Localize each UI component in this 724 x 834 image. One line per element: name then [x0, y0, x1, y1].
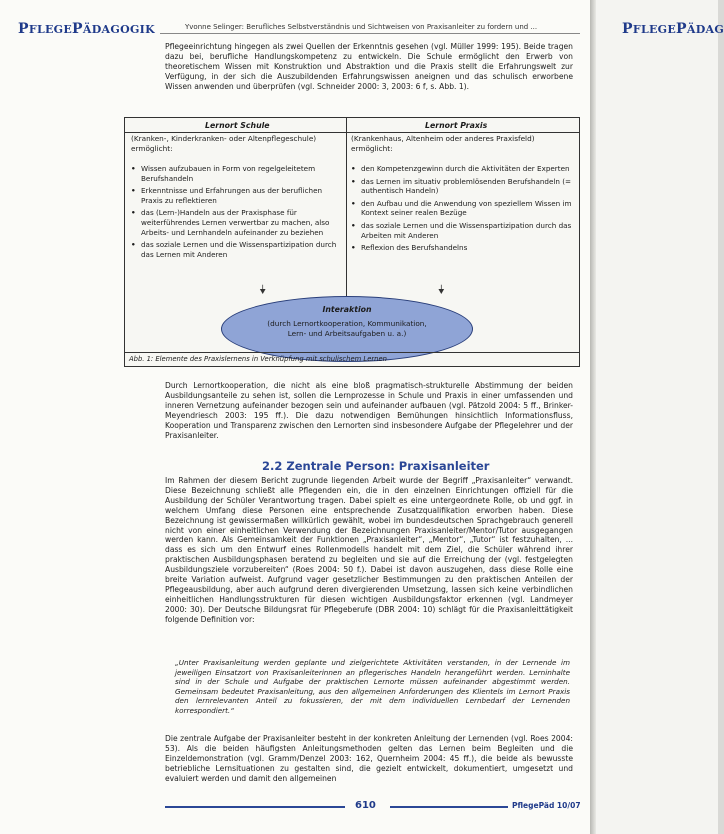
interaction-text: (durch Lernortkooperation, Kommunikation, Lern- und Arbeitsaufgaben u. a.) [267, 319, 427, 338]
interaction-arrows [127, 284, 577, 294]
header-rule [160, 33, 580, 34]
footer-rule-right [390, 806, 508, 808]
page-number: 610 [351, 800, 380, 811]
facing-page [596, 0, 724, 834]
intro-paragraph: Pflegeeinrichtung hingegen als zwei Quellen der Erkenntnis gesehen (vgl. Müller 1999: 195). Beide tragen dazu bei, berufliche Handlungskompetenz zu entwickeln. Die Schule ermöglicht den Erwerb von theoretischem Wissen mit Konstruktion und Abstraktion und die Praxis stellt die Erfahrungswelt zur Verfügung, in der sich die Auszubildenden Erfahrungswissen aneignen und das schulisch erworbene Wissen anwenden und überprüfen (vgl. Schneider 2000: 3, 2003: 6 f, s. Abb. 1). [165, 42, 573, 91]
interaction-title: Interaktion [322, 305, 372, 314]
running-title: Yvonne Selinger: Berufliches Selbstverständnis und Sichtweisen von Praxisanleiter zu fordern und ... [185, 23, 538, 31]
lernort-schule-subtitle: (Kranken-, Kinderkranken- oder Altenpflegeschule) ermöglicht: [131, 134, 317, 153]
caption-rule [125, 352, 579, 353]
list-item: • das soziale Lernen und die Wissenspartizipation durch das Lernen mit Anderen [131, 240, 341, 259]
definition-quote: „Unter Praxisanleitung werden geplante und zielgerichtete Aktivitäten verstanden, in der Lernende im jeweiligen Einsatzort von Praxisanleiterinnen an pflegerisches Handeln herangeführt werden. Lerninhalte sind in der Schule und Aufgabe der praktischen Lernorte müssen aufeinander abgestimmt werden. Gemeinsam bedeutet Praxisanleitung, aus den allgemeinen Anforderungen des Klientels im Lernort Praxis den lernrelevanten Anteil zu fokussieren, der mit dem individuellen Lernbedarf der Lernenden korrespondiert.“ [175, 658, 570, 715]
list-item: • den Kompetenzgewinn durch die Aktivitäten der Experten [351, 164, 573, 174]
lernort-schule-title: Lernort Schule [205, 121, 270, 130]
journal-issue: PflegePäd 10/07 [512, 801, 581, 810]
list-item: • den Aufbau und die Anwendung von speziellem Wissen im Kontext seiner realen Bezüge [351, 199, 573, 218]
lernort-praxis-subtitle: (Krankenhaus, Altenheim oder anderes Praxisfeld) ermöglicht: [351, 134, 535, 153]
figure-lernorte [124, 117, 580, 367]
list-item: • Erkenntnisse und Erfahrungen aus der beruflichen Praxis zu reflektieren [131, 186, 341, 205]
figure-header-divider [125, 132, 579, 133]
list-item: • das Lernen im situativ problemlösenden Berufshandeln (= authentisch Handeln) [351, 177, 573, 196]
list-item: • das (Lern-)Handeln aus der Praxisphase für weiterführendes Lernen verwertbar zu machen, also Arbeits- und Lernhandeln aufeinander zu beziehen [131, 208, 341, 237]
journal-logo-facing: PFLEGEPÄDAG [622, 21, 724, 37]
list-item: • Wissen aufzubauen in Form von regelgeleitetem Berufshandeln [131, 164, 341, 183]
section-paragraph: Im Rahmen der diesem Bericht zugrunde liegenden Arbeit wurde der Begriff „Praxisanleiter“ verwandt. Diese Bezeichnung schließt alle Pflegenden ein, die in den einzelnen Einrichtungen offiziell für die Ausbildung der Schüler Verantwortung tragen. Dabei spielt es eine untergeordnete Rolle, ob und ggf. in welchem Umfang diese Personen eine entsprechende Zusatzqualifikation erworben haben. Diese Bezeichnung ist gewissermaßen willkürlich gewählt, wobei im bundesdeutschen Sprachgebrauch generell nicht von einer einheitlichen Verwendung der Bezeichnungen Praxisanleiter/Mentor/Tutor ausgegangen werden kann. Als Gemeinsamkeit der Funktionen „Praxisanleiter“, „Mentor“, „Tutor“ ist festzuhalten, ... dass es sich um den Entwurf eines Rollenmodells handelt mit dem Ziel, die Schüler während ihrer praktischen Ausbildungsphasen beratend zu begleiten und sie auf die Erreichung der (vgl. festgelegten Ausbildungsziele vorzubereiten“ (Roes 2004: 50 f.). Dabei ist davon auszugehen, dass diese Rolle eine breite Variation aufweist. Aufgrund vager gesetzlicher Bestimmungen zu den praktischen Anteilen der Pflegeausbildung, aber auch aufgrund deren divergierenden Umsetzung, lassen sich keine verbindlichen einheitlichen Handlungsstrukturen für diesen wichtigen Ausbildungsfaktor erkennen (vgl. Landmeyer 2000: 30). Der Deutsche Bildungsrat für Pflegeberufe (DBR 2004: 10) schlägt für die Praxisanleittätigkeit folgende Definition vor: [165, 476, 573, 624]
journal-logo: PFLEGEPÄDAGOGIK [18, 21, 155, 37]
lernort-schule-list [131, 164, 341, 262]
section-heading: 2.2 Zentrale Person: Praxisanleiter [262, 459, 490, 473]
paragraph-after-figure: Durch Lernortkooperation, die nicht als eine bloß pragmatisch-strukturelle Abstimmung der beiden Ausbildungsanteile zu sehen ist, sollen die Lernprozesse in Schule und Praxis in einer umfassenden und inneren Vernetzung aufeinander bezogen sein und aufeinander aufbauen (vgl. Pätzold 2004: 5 ff., Brinker-Meyendriesch 2003: 195 ff.). Die dazu notwendigen Bemühungen hinsichtlich Informationsfluss, Kooperation und Transparenz zwischen den Lernorten sind insbesondere Aufgabe der Pflegelehrer und der Praxisanleiter. [165, 381, 573, 440]
list-item: • Reflexion des Berufshandelns [351, 243, 573, 253]
lernort-praxis-list [351, 164, 573, 256]
footer-rule-left [165, 806, 345, 808]
closing-paragraph: Die zentrale Aufgabe der Praxisanleiter besteht in der konkreten Anleitung der Lernenden (vgl. Roes 2004: 53). Als die beiden häufigsten Anleitungsmethoden gelten das Lernen beim Begleiten und die Einzeldemonstration (vgl. Gramm/Denzel 2003: 162, Quernheim 2004: 45 ff.), die beide als bewusste betriebliche Lernsituationen zu gestalten sind, die gezielt entwickelt, dokumentiert, umgesetzt und evaluiert werden und damit den allgemeinen [165, 734, 573, 783]
lernort-praxis-title: Lernort Praxis [425, 121, 488, 130]
list-item: • das soziale Lernen und die Wissenspartizipation durch das Arbeiten mit Anderen [351, 221, 573, 240]
figure-caption: Abb. 1: Elemente des Praxislernens in Verknüpfung mit schulischem Lernen [129, 355, 387, 363]
